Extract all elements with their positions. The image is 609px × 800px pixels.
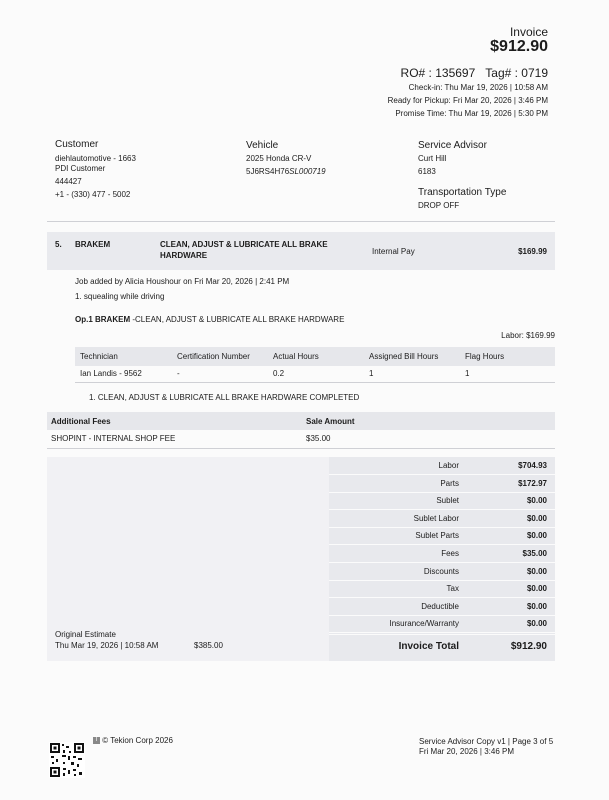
fee-row-name: SHOPINT - INTERNAL SHOP FEE (51, 434, 176, 443)
total-label-parts: Parts (440, 479, 459, 488)
total-value-sublet-parts: $0.00 (526, 531, 547, 540)
footer-copy-info: Service Advisor Copy v1 | Page 3 of 5 (419, 737, 554, 746)
invoice-total-separator (329, 634, 555, 635)
total-value-sublet: $0.00 (526, 496, 547, 505)
total-value-sublet-labor: $0.00 (526, 514, 547, 523)
estimate-title: Original Estimate (55, 630, 116, 639)
total-label-sublet: Sublet (436, 496, 459, 505)
tech-table-bottom (75, 382, 555, 383)
job-added-by: Job added by Alicia Houshour on Fri Mar 20, 2026 | 2:41 PM (75, 277, 290, 286)
total-row-separator (329, 562, 555, 563)
total-value-deductible: $0.00 (526, 602, 547, 611)
total-label-fees: Fees (441, 549, 459, 558)
total-row-separator (329, 580, 555, 581)
op-line (75, 315, 344, 324)
transport-title: Transportation Type (418, 187, 507, 198)
invoice-amount: $912.90 (490, 38, 548, 55)
total-value-discounts: $0.00 (526, 567, 547, 576)
customer-name: diehlautomotive - 1663 (55, 154, 136, 163)
promise-time: Promise Time: Thu Mar 19, 2026 | 5:30 PM (395, 109, 548, 118)
checkin-time: Check-in: Thu Mar 19, 2026 | 10:58 AM (408, 83, 548, 92)
total-row-separator (329, 474, 555, 475)
total-row-separator (329, 509, 555, 510)
tech-row-actual-hours: 0.2 (273, 369, 285, 378)
total-label-discounts: Discounts (423, 567, 459, 576)
total-label-sublet-labor: Sublet Labor (413, 514, 459, 523)
customer-id: 444427 (55, 177, 82, 186)
tag-number: Tag# : 0719 (485, 66, 548, 80)
fees-header (47, 412, 555, 430)
total-label-deductible: Deductible (421, 602, 459, 611)
customer-title: Customer (55, 139, 99, 150)
customer-type: PDI Customer (55, 164, 106, 173)
job-pay-type: Internal Pay (372, 247, 415, 256)
tech-row-flag-hours: 1 (465, 369, 470, 378)
job-number: 5. (55, 240, 62, 249)
vehicle-vin (246, 167, 326, 176)
total-label-tax: Tax (446, 584, 459, 593)
footer-copyright: © Tekion Corp 2026 (102, 736, 173, 745)
vehicle-title: Vehicle (246, 140, 279, 151)
fee-row-amount: $35.00 (306, 434, 331, 443)
total-row-separator (329, 615, 555, 616)
footer-printed: Fri Mar 20, 2026 | 3:46 PM (419, 747, 515, 756)
job-amount: $169.99 (518, 247, 547, 256)
footer-copyright-line (93, 736, 173, 745)
total-label-labor: Labor (438, 461, 459, 470)
total-value-fees: $35.00 (522, 549, 547, 558)
invoice-total-label: Invoice Total (398, 641, 459, 652)
advisor-id: 6183 (418, 167, 436, 176)
tech-col-bill-hours: Assigned Bill Hours (369, 352, 439, 361)
total-row-separator (329, 527, 555, 528)
tech-col-flag-hours: Flag Hours (465, 352, 505, 361)
tech-row-bill-hours: 1 (369, 369, 374, 378)
job-code: BRAKEM (75, 240, 111, 249)
tech-col-technician: Technician (80, 352, 118, 361)
total-label-insurance-warranty: Insurance/Warranty (389, 619, 459, 628)
op-code: Op.1 BRAKEM (75, 315, 131, 324)
fees-title: Additional Fees (51, 417, 111, 426)
transport-value: DROP OFF (418, 201, 460, 210)
total-row-separator (329, 544, 555, 545)
total-row-separator (329, 492, 555, 493)
estimate-amount: $385.00 (194, 641, 223, 650)
tech-row-technician: Ian Landis - 9562 (80, 369, 142, 378)
total-row-separator (329, 632, 555, 633)
job-concern: 1. squealing while driving (75, 292, 165, 301)
tech-row-certification: - (177, 369, 180, 378)
fees-bottom (47, 448, 555, 449)
total-value-tax: $0.00 (526, 584, 547, 593)
total-value-insurance-warranty: $0.00 (526, 619, 547, 628)
ro-number: RO# : 135697 (400, 66, 476, 80)
job-desc-line1: CLEAN, ADJUST & LUBRICATE ALL BRAKE (160, 240, 328, 249)
job-completed: 1. CLEAN, ADJUST & LUBRICATE ALL BRAKE HARDWARE COMPLETED (89, 393, 360, 402)
total-value-parts: $172.97 (518, 479, 547, 488)
tech-col-actual-hours: Actual Hours (273, 352, 319, 361)
vin-prefix: 5J6RS4H76 (246, 167, 290, 176)
job-header-band (47, 232, 555, 270)
job-desc-line2: HARDWARE (160, 251, 208, 260)
ro-tag-line (401, 66, 548, 80)
ready-time: Ready for Pickup: Fri Mar 20, 2026 | 3:46 PM (387, 96, 548, 105)
op-desc: -CLEAN, ADJUST & LUBRICATE ALL BRAKE HARDWARE (130, 315, 345, 324)
op-labor: Labor: $169.99 (501, 331, 555, 340)
vin-suffix: SL000719 (289, 167, 326, 176)
advisor-name: Curt Hill (418, 154, 447, 163)
total-row-separator (329, 597, 555, 598)
document-type: Invoice (509, 25, 548, 39)
invoice-total-value: $912.90 (510, 641, 547, 652)
total-value-labor: $704.93 (518, 461, 547, 470)
fees-amount-title: Sale Amount (306, 417, 355, 426)
estimate-date: Thu Mar 19, 2026 | 10:58 AM (55, 641, 159, 650)
customer-phone: +1 - (330) 477 - 5002 (55, 190, 131, 199)
advisor-title: Service Advisor (418, 140, 487, 151)
qr-code (49, 742, 85, 778)
tech-col-certification: Certification Number (177, 352, 250, 361)
tekion-logo-icon: T (94, 737, 99, 744)
divider (47, 221, 555, 222)
total-label-sublet-parts: Sublet Parts (415, 531, 459, 540)
vehicle-model: 2025 Honda CR-V (246, 154, 312, 163)
